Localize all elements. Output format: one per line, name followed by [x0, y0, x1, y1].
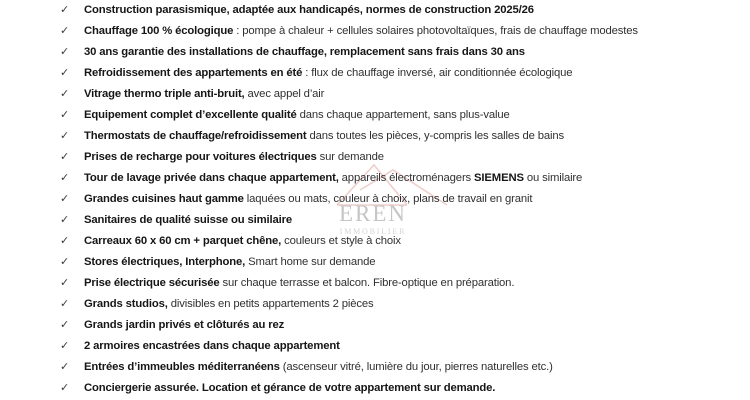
list-item [0, 315, 750, 336]
list-item-text: Prises de recharge pour voitures électriques sur demande [84, 151, 384, 163]
watermark-title: EREN [338, 201, 408, 226]
list-item-text: 2 armoires encastrées dans chaque appartement [84, 340, 340, 352]
checkmark-icon: ✓ [60, 235, 70, 247]
list-item [0, 231, 750, 252]
checkmark-icon: ✓ [60, 214, 70, 226]
list-item-text: Construction parasismique, adaptée aux handicapés, normes de construction 2025/26 [84, 4, 534, 16]
list-item [0, 252, 750, 273]
checkmark-icon: ✓ [60, 4, 70, 16]
checkmark-icon: ✓ [60, 130, 70, 142]
list-item [0, 294, 750, 315]
checkmark-icon: ✓ [60, 151, 70, 163]
list-item-text: Sanitaires de qualité suisse ou similaire [84, 214, 292, 226]
list-item [0, 189, 750, 210]
checkmark-icon: ✓ [60, 109, 70, 121]
list-item [0, 42, 750, 63]
checkmark-icon: ✓ [60, 319, 70, 331]
list-item-text: Tour de lavage privée dans chaque appartement, appareils électroménagers SIEMENS ou similaire [84, 172, 583, 184]
list-item [0, 357, 750, 378]
checkmark-icon: ✓ [60, 172, 70, 184]
list-item [0, 0, 750, 21]
list-item-text: Grands jardin privés et clôturés au rez [84, 319, 285, 331]
list-item-text: Conciergerie assurée. Location et gérance de votre appartement sur demande. [84, 382, 496, 394]
list-item-text: Stores électriques, Interphone, Smart home sur demande [84, 256, 376, 268]
checkmark-icon: ✓ [60, 25, 70, 37]
list-item-text: Entrées d’immeubles méditerranéens (ascenseur vitré, lumière du jour, pierres naturelles etc.) [84, 361, 553, 373]
checkmark-icon: ✓ [60, 361, 70, 373]
watermark-subtitle: IMMOBILIER [339, 227, 407, 236]
list-item [0, 210, 750, 231]
list-item-text: Grands studios, divisibles en petits appartements 2 pièces [84, 298, 374, 310]
list-item [0, 105, 750, 126]
list-item-text: Thermostats de chauffage/refroidissement dans toutes les pièces, y-compris les salles de bains [84, 130, 565, 142]
checkmark-icon: ✓ [60, 67, 70, 79]
list-item [0, 63, 750, 84]
checkmark-icon: ✓ [60, 88, 70, 100]
list-item-text: Equipement complet d’excellente qualité dans chaque appartement, sans plus-value [84, 109, 510, 121]
list-item [0, 147, 750, 168]
list-item [0, 336, 750, 357]
list-item-text: Vitrage thermo triple anti-bruit, avec appel d’air [84, 88, 325, 100]
checkmark-icon: ✓ [60, 298, 70, 310]
checkmark-icon: ✓ [60, 340, 70, 352]
checkmark-icon: ✓ [60, 193, 70, 205]
list-item-text: 30 ans garantie des installations de chauffage, remplacement sans frais dans 30 ans [84, 46, 525, 58]
checkmark-icon: ✓ [60, 382, 70, 394]
list-item [0, 21, 750, 42]
list-item [0, 168, 750, 189]
checkmark-icon: ✓ [60, 277, 70, 289]
list-item-text: Refroidissement des appartements en été : flux de chauffage inversé, air conditionnée écologique [84, 67, 573, 79]
checkmark-icon: ✓ [60, 256, 70, 268]
list-item [0, 126, 750, 147]
list-item [0, 273, 750, 294]
list-item-text: Chauffage 100 % écologique : pompe à chaleur + cellules solaires photovoltaïques, frais de chauffage modestes [84, 25, 638, 37]
list-item [0, 84, 750, 105]
list-item [0, 378, 750, 399]
list-item-text: Prise électrique sécurisée sur chaque terrasse et balcon. Fibre-optique en préparation. [84, 277, 515, 289]
checkmark-icon: ✓ [60, 46, 70, 58]
list-item-text: Carreaux 60 x 60 cm + parquet chêne, couleurs et style à choix [84, 235, 401, 247]
list-item-text: Grandes cuisines haut gamme laquées ou mats, couleur à choix, plans de travail en granit [84, 193, 533, 205]
